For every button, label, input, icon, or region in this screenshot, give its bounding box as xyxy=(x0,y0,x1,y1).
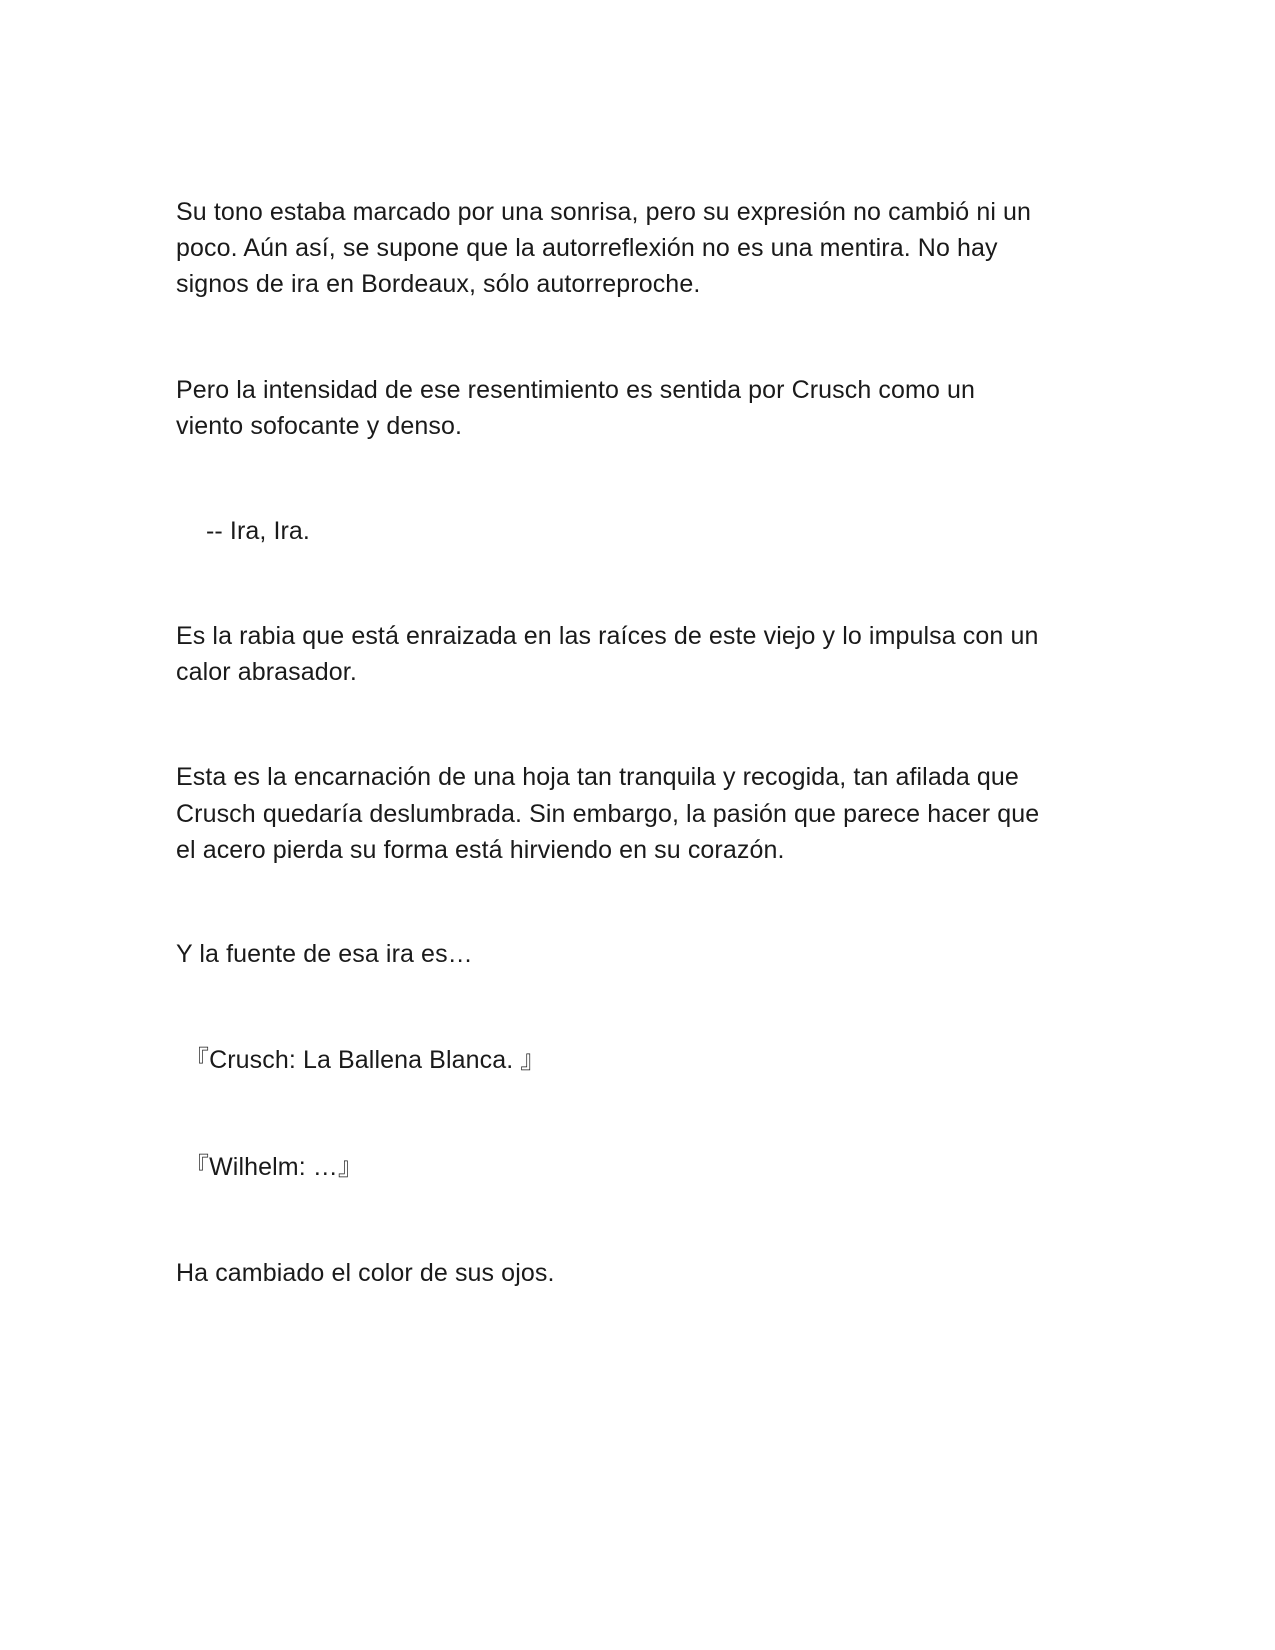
paragraph-4-line-1: Es la rabia que está enraizada en las raíces de este viejo y lo impulsa con un xyxy=(176,622,1039,650)
paragraph-4-line-2: calor abrasador. xyxy=(176,658,357,686)
paragraph-2-line-1: Pero la intensidad de ese resentimiento es sentida por Crusch como un xyxy=(176,376,976,404)
dialogue-crusch: 『Crusch: La Ballena Blanca. 』 xyxy=(184,1046,546,1074)
paragraph-5-line-1: Esta es la encarnación de una hoja tan tranquila y recogida, tan afilada que xyxy=(176,763,1019,791)
paragraph-5-line-2: Crusch quedaría deslumbrada. Sin embargo, la pasión que parece hacer que xyxy=(176,800,1040,828)
dialogue-wilhelm: 『Wilhelm: …』 xyxy=(184,1153,363,1181)
paragraph-1-line-3: signos de ira en Bordeaux, sólo autorreproche. xyxy=(176,270,701,298)
paragraph-2-line-2: viento sofocante y denso. xyxy=(176,412,463,440)
paragraph-6-line-1: Y la fuente de esa ira es… xyxy=(176,940,473,968)
paragraph-5-line-3: el acero pierda su forma está hirviendo en su corazón. xyxy=(176,836,785,864)
paragraph-1-line-1: Su tono estaba marcado por una sonrisa, pero su expresión no cambió ni un xyxy=(176,198,1032,226)
paragraph-9-line-1: Ha cambiado el color de sus ojos. xyxy=(176,1259,555,1287)
paragraph-1-line-2: poco. Aún así, se supone que la autorreflexión no es una mentira. No hay xyxy=(176,234,998,262)
paragraph-3-line-1: -- Ira, Ira. xyxy=(206,517,310,545)
